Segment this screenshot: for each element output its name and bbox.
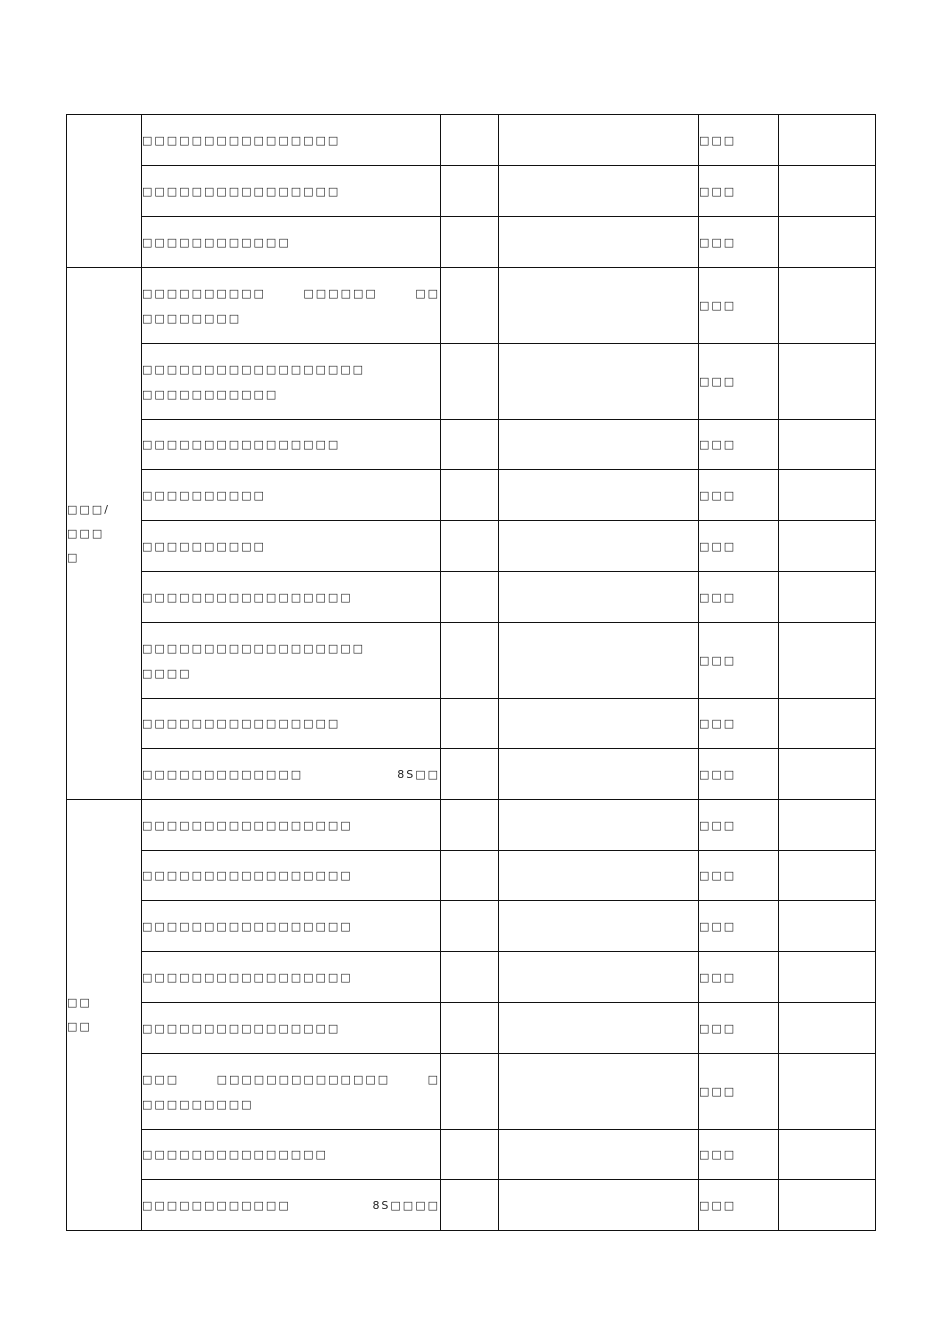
- result-cell[interactable]: [779, 470, 876, 521]
- blank-cell[interactable]: [441, 1130, 499, 1180]
- result-cell[interactable]: [779, 521, 876, 572]
- score-cell: □□□: [699, 749, 779, 800]
- score-cell: □□□: [699, 1003, 779, 1054]
- checklist-body: [67, 115, 876, 1231]
- remarks-cell[interactable]: [499, 217, 699, 268]
- item-cell: [142, 749, 441, 800]
- item-line: [142, 179, 440, 204]
- result-cell[interactable]: [779, 623, 876, 699]
- item-text: □□□□□□□□□□□□: [142, 235, 291, 249]
- remarks-cell[interactable]: [499, 699, 699, 749]
- remarks-cell[interactable]: [499, 115, 699, 166]
- result-cell[interactable]: [779, 572, 876, 623]
- item-text: □□□□□□□□□□□: [142, 387, 279, 401]
- item-cell: [142, 115, 441, 166]
- item-line: [142, 585, 440, 610]
- blank-cell[interactable]: [441, 952, 499, 1003]
- table-row: [67, 1003, 876, 1054]
- blank-cell[interactable]: [441, 268, 499, 344]
- remarks-cell[interactable]: [499, 1003, 699, 1054]
- item-cell: [142, 470, 441, 521]
- item-line: [142, 1016, 440, 1041]
- item-text: □□□□□□□□□□□□□□□□□: [142, 818, 353, 832]
- category-text: □: [67, 526, 80, 540]
- result-cell[interactable]: [779, 749, 876, 800]
- item-cell: [142, 623, 441, 699]
- category-text: □: [91, 526, 105, 540]
- remarks-cell[interactable]: [499, 521, 699, 572]
- blank-cell[interactable]: [441, 344, 499, 420]
- score-cell: □□□: [699, 268, 779, 344]
- score-cell: □□□: [699, 800, 779, 851]
- result-cell[interactable]: [779, 800, 876, 851]
- table-row: [67, 699, 876, 749]
- score-cell: □□□: [699, 623, 779, 699]
- item-line: [142, 661, 440, 686]
- blank-cell[interactable]: [441, 1180, 499, 1231]
- category-text: /: [104, 502, 110, 516]
- table-row: [67, 800, 876, 851]
- item-text: □□□□□□□□□□□□□□□□□: [142, 919, 353, 933]
- item-text: □□□□□□□□□□□□□□□□: [142, 438, 341, 451]
- item-line: [142, 813, 440, 838]
- item-line: [142, 762, 440, 787]
- table-row: [67, 420, 876, 470]
- item-cell: [142, 521, 441, 572]
- table-row: [67, 1180, 876, 1231]
- score-cell: □□□: [699, 901, 779, 952]
- item-line: [142, 636, 440, 661]
- category-text: □: [79, 526, 92, 540]
- table-row: [67, 851, 876, 901]
- result-cell[interactable]: [779, 344, 876, 420]
- remarks-cell[interactable]: [499, 344, 699, 420]
- item-text: □□□□□□□□□□□□□□: [216, 1072, 391, 1086]
- item-line: [142, 914, 440, 939]
- remarks-cell[interactable]: [499, 800, 699, 851]
- checklist-table: [66, 114, 876, 1231]
- blank-cell[interactable]: [441, 699, 499, 749]
- blank-cell[interactable]: [441, 115, 499, 166]
- table-row: [67, 217, 876, 268]
- remarks-cell[interactable]: [499, 623, 699, 699]
- item-line: [142, 1067, 440, 1092]
- item-text: □□□□□□□□□: [142, 1097, 254, 1111]
- remarks-cell[interactable]: [499, 901, 699, 952]
- result-cell[interactable]: [779, 268, 876, 344]
- item-cell: [142, 1180, 441, 1231]
- item-line: [142, 306, 440, 331]
- result-cell[interactable]: [779, 901, 876, 952]
- category-line: [67, 498, 141, 522]
- blank-cell[interactable]: [441, 901, 499, 952]
- category-text: □□: [67, 1020, 92, 1033]
- remarks-cell[interactable]: [499, 1130, 699, 1180]
- blank-cell[interactable]: [441, 470, 499, 521]
- item-text: □□□□□□□□□□: [142, 539, 266, 553]
- blank-cell[interactable]: [441, 521, 499, 572]
- item-line: [142, 1092, 440, 1117]
- result-cell[interactable]: [779, 952, 876, 1003]
- score-cell: □□□: [699, 420, 779, 470]
- blank-cell[interactable]: [441, 166, 499, 217]
- item-text: □□: [415, 286, 440, 300]
- category-text: □: [67, 550, 80, 564]
- item-cell: [142, 268, 441, 344]
- score-cell: □□□: [699, 470, 779, 521]
- score-cell: □□□: [699, 166, 779, 217]
- item-cell: [142, 572, 441, 623]
- category-cell: [67, 268, 142, 800]
- item-text: 8S□□: [397, 767, 440, 781]
- remarks-cell[interactable]: [499, 851, 699, 901]
- item-cell: [142, 1054, 441, 1130]
- score-cell: □□□: [699, 115, 779, 166]
- item-line: [142, 711, 440, 736]
- item-cell: [142, 901, 441, 952]
- item-text: □□□□□□□□□□: [142, 488, 266, 502]
- item-text: □□□□□□□□□□□□: [142, 1198, 291, 1212]
- item-line: [142, 534, 440, 559]
- item-text: □□□□□□□□: [142, 311, 242, 325]
- score-cell: □□□: [699, 952, 779, 1003]
- table-row: [67, 952, 876, 1003]
- item-line: [142, 1142, 440, 1167]
- table-row: [67, 1130, 876, 1180]
- item-text: □□□: [142, 1072, 180, 1086]
- blank-cell[interactable]: [441, 217, 499, 268]
- result-cell[interactable]: [779, 699, 876, 749]
- blank-cell[interactable]: [441, 1003, 499, 1054]
- result-cell[interactable]: [779, 1054, 876, 1130]
- item-text: □□□□□□□□□□□□□: [142, 767, 304, 781]
- item-text: □□□□: [142, 666, 192, 680]
- item-text: □□□□□□: [303, 286, 378, 300]
- category-line: [67, 991, 141, 1015]
- category-line: [67, 522, 141, 546]
- category-cell: [67, 115, 142, 268]
- score-cell: □□□: [699, 699, 779, 749]
- item-text: □: [427, 1072, 440, 1086]
- score-cell: □□□: [699, 1054, 779, 1130]
- result-cell[interactable]: [779, 851, 876, 901]
- item-cell: [142, 699, 441, 749]
- score-cell: □□□: [699, 851, 779, 901]
- item-text: □□□□□□□□□□□□□□□□□: [142, 869, 353, 882]
- table-row: [67, 115, 876, 166]
- category-line: [67, 1015, 141, 1039]
- table-row: [67, 166, 876, 217]
- remarks-cell[interactable]: [499, 1180, 699, 1231]
- result-cell[interactable]: [779, 166, 876, 217]
- item-text: □□□□□□□□□□□□□□□□□: [142, 970, 353, 984]
- result-cell[interactable]: [779, 115, 876, 166]
- table-row: [67, 470, 876, 521]
- item-line: [142, 128, 440, 153]
- remarks-cell[interactable]: [499, 268, 699, 344]
- result-cell[interactable]: [779, 217, 876, 268]
- item-text: □□□□□□□□□□□□□□□: [142, 1148, 328, 1161]
- item-line: [142, 1193, 440, 1218]
- category-text: □□: [67, 996, 92, 1009]
- item-text: □□□□□□□□□□□□□□□□□□: [142, 362, 366, 376]
- item-text: □□□□□□□□□□□□□□□□: [142, 184, 341, 198]
- item-cell: [142, 217, 441, 268]
- blank-cell[interactable]: [441, 749, 499, 800]
- table-row: [67, 572, 876, 623]
- score-cell: □□□: [699, 521, 779, 572]
- table-row: [67, 623, 876, 699]
- score-cell: □□□: [699, 344, 779, 420]
- item-text: □□□□□□□□□□□□□□□□□: [142, 590, 353, 604]
- score-cell: □□□: [699, 1180, 779, 1231]
- item-cell: [142, 1130, 441, 1180]
- item-text: □□□□□□□□□□□□□□□□: [142, 717, 341, 730]
- item-text: □□□□□□□□□□□□□□□□: [142, 133, 341, 147]
- item-line: [142, 230, 440, 255]
- table-row: [67, 344, 876, 420]
- remarks-cell[interactable]: [499, 420, 699, 470]
- result-cell[interactable]: [779, 1180, 876, 1231]
- blank-cell[interactable]: [441, 851, 499, 901]
- remarks-cell[interactable]: [499, 166, 699, 217]
- score-cell: □□□: [699, 572, 779, 623]
- item-line: [142, 965, 440, 990]
- item-line: [142, 483, 440, 508]
- item-cell: [142, 851, 441, 901]
- score-cell: □□□: [699, 1130, 779, 1180]
- blank-cell[interactable]: [441, 572, 499, 623]
- table-row: [67, 1054, 876, 1130]
- result-cell[interactable]: [779, 1003, 876, 1054]
- score-cell: □□□: [699, 217, 779, 268]
- remarks-cell[interactable]: [499, 952, 699, 1003]
- result-cell[interactable]: [779, 420, 876, 470]
- remarks-cell[interactable]: [499, 572, 699, 623]
- remarks-cell[interactable]: [499, 470, 699, 521]
- remarks-cell[interactable]: [499, 749, 699, 800]
- item-cell: [142, 952, 441, 1003]
- item-cell: [142, 420, 441, 470]
- item-line: [142, 281, 440, 306]
- table-row: [67, 749, 876, 800]
- item-line: [142, 863, 440, 888]
- table-row: [67, 268, 876, 344]
- blank-cell[interactable]: [441, 420, 499, 470]
- item-line: [142, 432, 440, 457]
- blank-cell[interactable]: [441, 800, 499, 851]
- item-cell: [142, 344, 441, 420]
- item-cell: [142, 166, 441, 217]
- category-line: [67, 546, 141, 570]
- category-text: □□□: [67, 502, 105, 516]
- item-text: 8S□□□□: [372, 1198, 440, 1212]
- item-cell: [142, 800, 441, 851]
- item-text: □□□□□□□□□□□□□□□□: [142, 1021, 341, 1035]
- item-line: [142, 357, 440, 382]
- blank-cell[interactable]: [441, 1054, 499, 1130]
- category-cell: [67, 800, 142, 1231]
- table-row: [67, 901, 876, 952]
- blank-cell[interactable]: [441, 623, 499, 699]
- result-cell[interactable]: [779, 1130, 876, 1180]
- item-line: [142, 382, 440, 407]
- item-text: □□□□□□□□□□: [142, 286, 266, 300]
- item-cell: [142, 1003, 441, 1054]
- remarks-cell[interactable]: [499, 1054, 699, 1130]
- table-row: [67, 521, 876, 572]
- item-text: □□□□□□□□□□□□□□□□□□: [142, 641, 366, 655]
